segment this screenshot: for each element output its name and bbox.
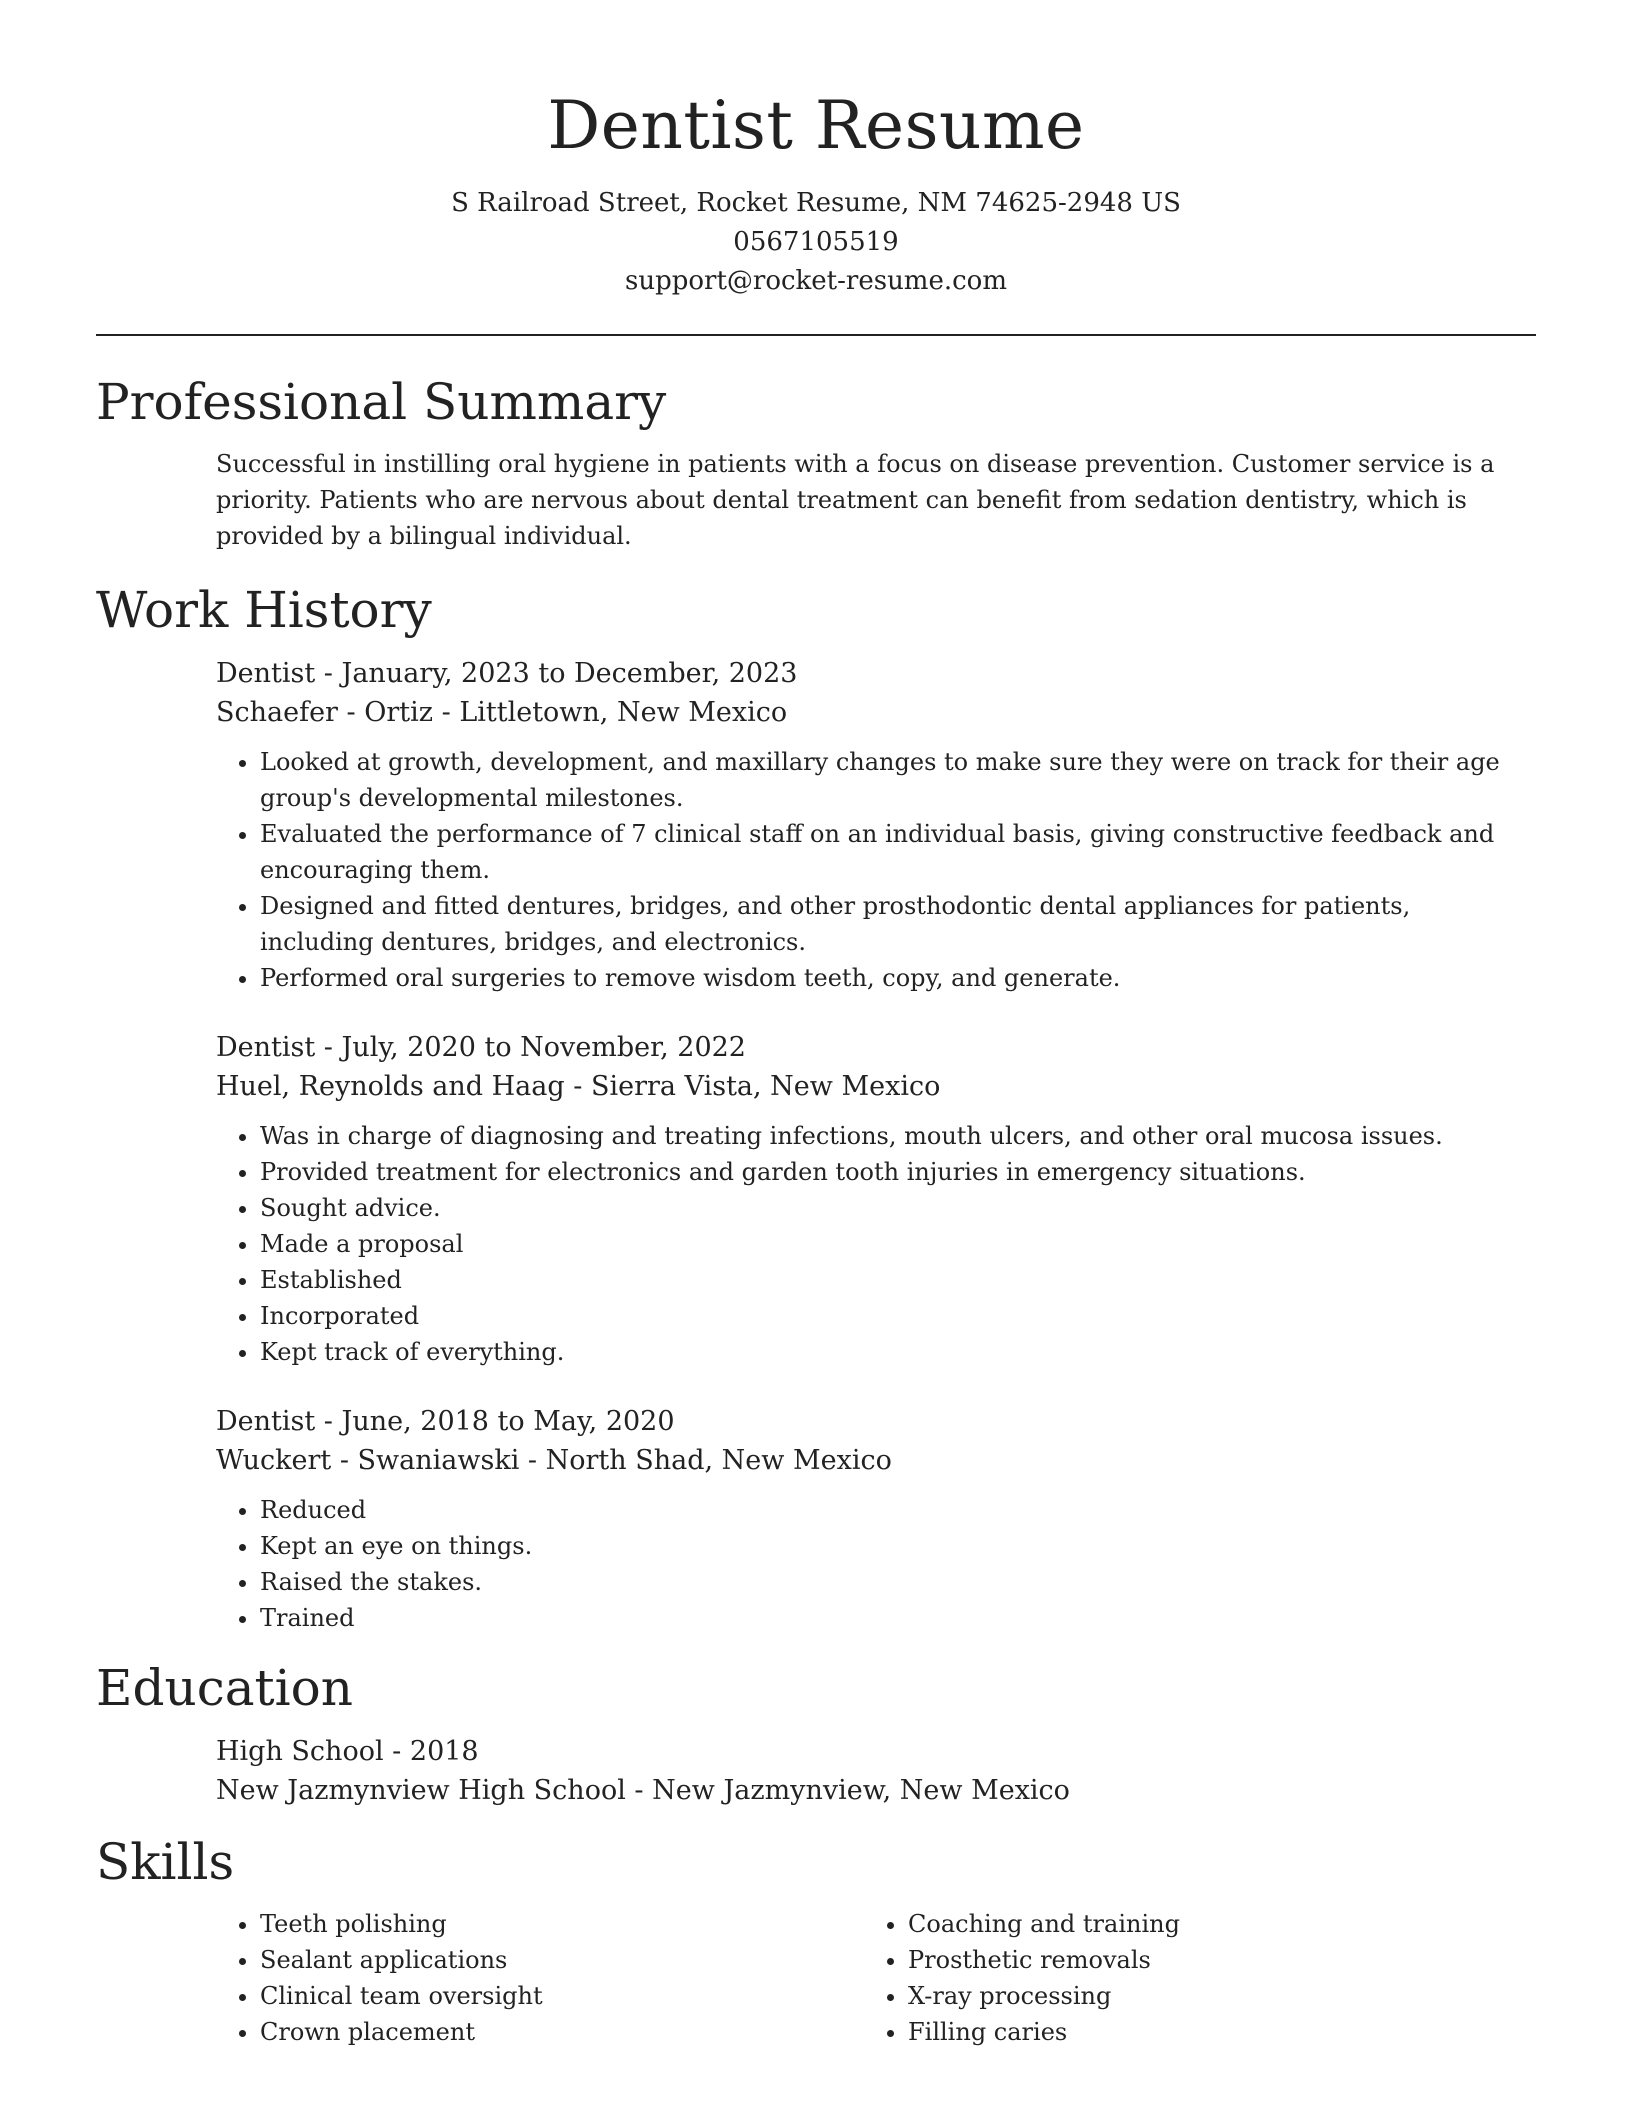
list-item: • Prosthetic removals	[908, 1942, 1512, 1978]
job-location: Littletown, New Mexico	[459, 697, 788, 728]
job-title-line: Dentist - January, 2023 to December, 2023	[216, 658, 798, 689]
email: support@rocket-resume.com	[624, 266, 1007, 296]
job-title: Dentist	[216, 1032, 316, 1063]
job-bullets	[216, 1118, 1500, 1370]
job-location: Sierra Vista, New Mexico	[590, 1071, 941, 1102]
job-location: North Shad, New Mexico	[545, 1445, 892, 1476]
list-item: • Teeth polishing	[260, 1906, 864, 1942]
job-company: Schaefer - Ortiz	[216, 697, 434, 728]
job-title: Dentist	[216, 658, 316, 689]
job-title-line: Dentist - July, 2020 to November, 2022	[216, 1032, 746, 1063]
job-dates: January, 2023 to December, 2023	[341, 658, 798, 689]
job-company: Huel, Reynolds and Haag	[216, 1071, 565, 1102]
list-item: • Incorporated	[260, 1298, 1500, 1334]
job-company-line: Schaefer - Ortiz - Littletown, New Mexico	[216, 697, 788, 728]
list-item: • Raised the stakes.	[260, 1564, 1500, 1600]
skills-columns	[216, 1906, 1536, 2050]
job-dates: June, 2018 to May, 2020	[341, 1406, 675, 1437]
education-school-line: New Jazmynview High School - New Jazmynview, New Mexico	[216, 1775, 1070, 1806]
resume-header	[96, 0, 1536, 301]
work-history-heading: Work History	[96, 581, 432, 639]
job-entry	[216, 654, 1536, 996]
list-item: • Trained	[260, 1600, 1500, 1636]
list-item: • Coaching and training	[908, 1906, 1512, 1942]
education-school: New Jazmynview High School	[216, 1775, 626, 1806]
job-entry	[216, 1402, 1536, 1636]
skills-right-column	[864, 1906, 1512, 2050]
list-item: • Kept track of everything.	[260, 1334, 1500, 1370]
job-bullets	[216, 744, 1500, 996]
job-dates: July, 2020 to November, 2022	[341, 1032, 746, 1063]
summary-text: Successful in instilling oral hygiene in patients with a focus on disease prevention. Customer service is a priority. Patients who are nervous about dental treatment can benefit from sedation dentistry, which is provided by a bilingual individual.	[216, 450, 1495, 550]
list-item: • Kept an eye on things.	[260, 1528, 1500, 1564]
skills-heading: Skills	[96, 1833, 235, 1891]
list-item: • X-ray processing	[908, 1978, 1512, 2014]
list-item: • Sought advice.	[260, 1190, 1500, 1226]
job-title-line: Dentist - June, 2018 to May, 2020	[216, 1406, 675, 1437]
list-item: • Looked at growth, development, and maxillary changes to make sure they were on track for their age group's developmental milestones.	[260, 744, 1500, 816]
education-degree-line: High School - 2018	[216, 1736, 479, 1767]
job-company-line: Wuckert - Swaniawski - North Shad, New Mexico	[216, 1445, 892, 1476]
job-company-line: Huel, Reynolds and Haag - Sierra Vista, New Mexico	[216, 1071, 941, 1102]
summary-heading: Professional Summary	[96, 373, 667, 431]
list-item: • Designed and fitted dentures, bridges, and other prosthodontic dental appliances for patients, including dentures, bridges, and electronics.	[260, 888, 1500, 960]
education-year: 2018	[409, 1736, 479, 1767]
resume-title: Dentist Resume	[547, 87, 1085, 164]
list-item: • Evaluated the performance of 7 clinical staff on an individual basis, giving constructive feedback and encouraging them.	[260, 816, 1500, 888]
list-item: • Performed oral surgeries to remove wisdom teeth, copy, and generate.	[260, 960, 1500, 996]
education-location: New Jazmynview, New Mexico	[652, 1775, 1070, 1806]
header-divider	[96, 334, 1536, 336]
phone: 0567105519	[733, 227, 899, 257]
list-item: • Clinical team oversight	[260, 1978, 864, 2014]
list-item: • Made a proposal	[260, 1226, 1500, 1262]
resume-page	[96, 0, 1536, 2050]
job-bullets	[216, 1492, 1500, 1636]
list-item: • Reduced	[260, 1492, 1500, 1528]
list-item: • Established	[260, 1262, 1500, 1298]
list-item: • Crown placement	[260, 2014, 864, 2050]
job-entry	[216, 1028, 1536, 1370]
list-item: • Filling caries	[908, 2014, 1512, 2050]
education-degree: High School	[216, 1736, 384, 1767]
list-item: • Was in charge of diagnosing and treating infections, mouth ulcers, and other oral mucosa issues.	[260, 1118, 1500, 1154]
skills-left-column	[216, 1906, 864, 2050]
address: S Railroad Street, Rocket Resume, NM 74625-2948 US	[451, 188, 1181, 218]
list-item: • Provided treatment for electronics and garden tooth injuries in emergency situations.	[260, 1154, 1500, 1190]
list-item: • Sealant applications	[260, 1942, 864, 1978]
job-company: Wuckert - Swaniawski	[216, 1445, 520, 1476]
education-heading: Education	[96, 1659, 353, 1717]
education-entry	[216, 1732, 1536, 1810]
contact-info	[96, 184, 1536, 301]
job-title: Dentist	[216, 1406, 316, 1437]
